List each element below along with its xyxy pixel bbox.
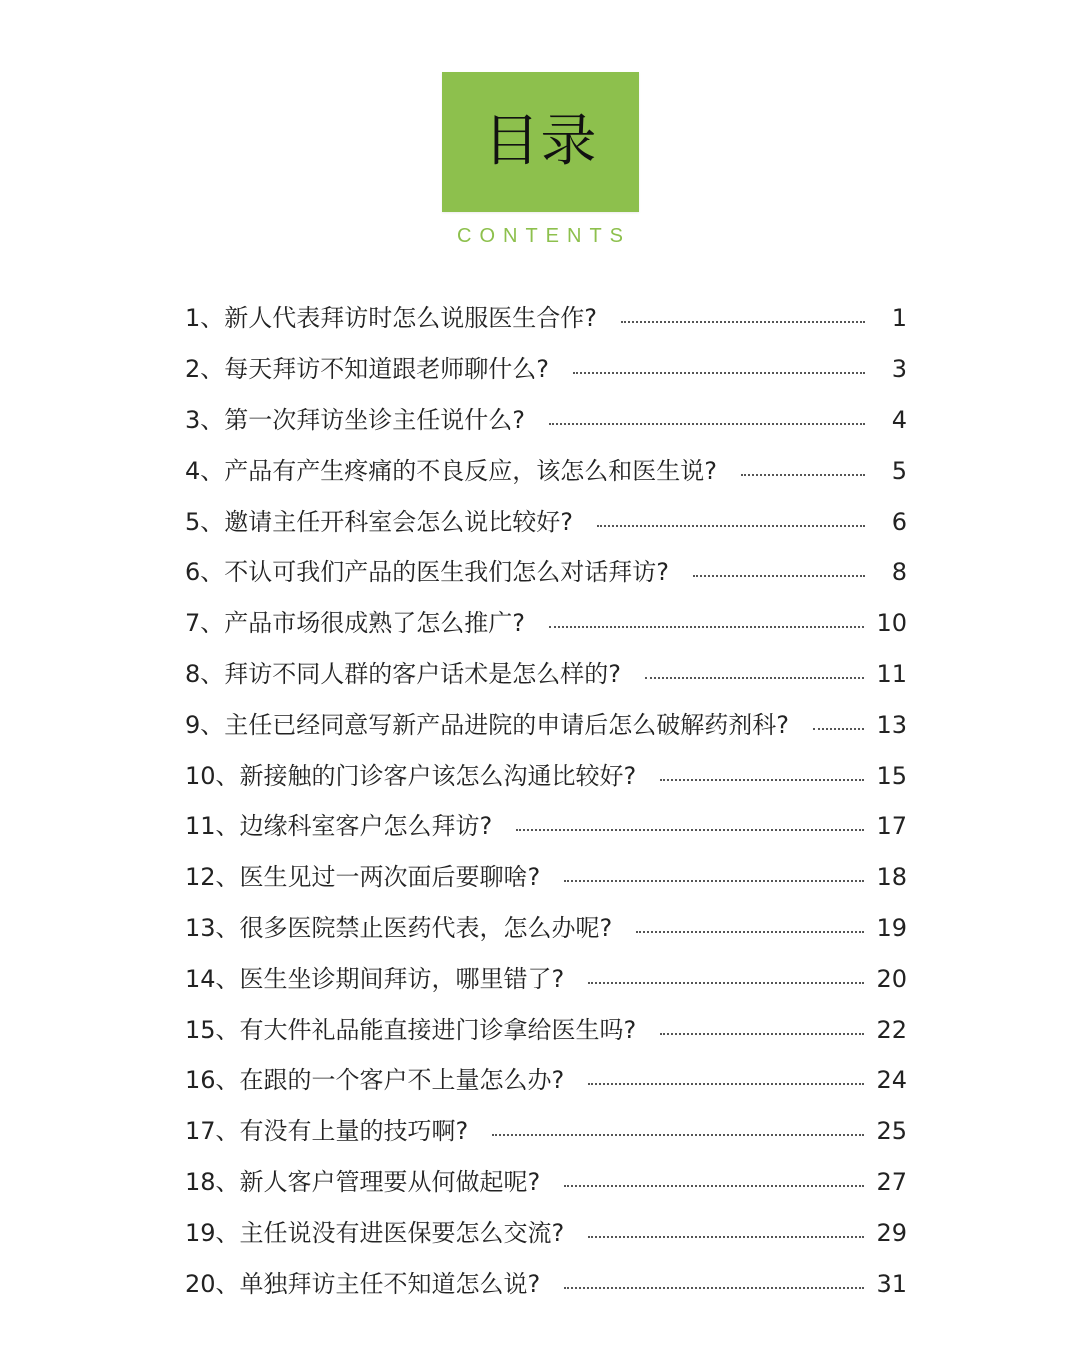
toc-entry[interactable] <box>185 953 907 1004</box>
toc-entry-title: 7、产品市场很成熟了怎么推广? <box>185 609 526 638</box>
toc-dot-leader <box>636 931 864 933</box>
toc-entry-page-number: 31 <box>876 1269 907 1298</box>
toc-entry[interactable] <box>185 1207 907 1258</box>
toc-entry[interactable] <box>185 852 907 903</box>
toc-entry-page-number: 27 <box>876 1167 907 1196</box>
toc-entry[interactable] <box>185 750 907 801</box>
toc-entry[interactable] <box>185 649 907 700</box>
toc-dot-leader <box>573 372 865 374</box>
toc-entry-page-number: 29 <box>876 1218 907 1247</box>
toc-entry-title: 4、产品有产生疼痛的不良反应，该怎么和医生说? <box>185 456 718 485</box>
toc-entry-title: 15、有大件礼品能直接进门诊拿给医生吗? <box>185 1015 637 1044</box>
toc-entry-title: 17、有没有上量的技巧啊? <box>185 1117 469 1146</box>
toc-entry-page-number: 22 <box>876 1015 907 1044</box>
toc-entry-page-number: 10 <box>876 609 907 638</box>
toc-entry[interactable] <box>185 1258 907 1309</box>
toc-entry[interactable] <box>185 1157 907 1208</box>
toc-entry-title: 8、拜访不同人群的客户话术是怎么样的? <box>185 659 622 688</box>
toc-entry-page-number: 24 <box>876 1066 907 1095</box>
toc-dot-leader <box>693 575 865 577</box>
toc-entry-title: 18、新人客户管理要从何做起呢? <box>185 1167 541 1196</box>
toc-entry-title: 6、不认可我们产品的医生我们怎么对话拜访? <box>185 558 670 587</box>
toc-entry[interactable] <box>185 699 907 750</box>
toc-dot-leader <box>564 880 864 882</box>
toc-entry-title: 13、很多医院禁止医药代表，怎么办呢? <box>185 913 613 942</box>
toc-entry[interactable] <box>185 1004 907 1055</box>
toc-entry[interactable] <box>185 598 907 649</box>
toc-dot-leader <box>588 982 864 984</box>
toc-entry[interactable] <box>185 903 907 954</box>
toc-entry[interactable] <box>185 547 907 598</box>
toc-dot-leader <box>564 1185 864 1187</box>
toc-dot-leader <box>549 626 864 628</box>
toc-entry[interactable] <box>185 801 907 852</box>
page-subtitle: CONTENTS <box>457 225 631 247</box>
toc-dot-leader <box>660 779 864 781</box>
toc-dot-leader <box>516 829 864 831</box>
toc-entry[interactable] <box>185 1106 907 1157</box>
toc-entry-title: 20、单独拜访主任不知道怎么说? <box>185 1269 541 1298</box>
toc-entry-page-number: 18 <box>876 863 907 892</box>
toc-entry[interactable] <box>185 293 907 344</box>
toc-entry[interactable] <box>185 1055 907 1106</box>
toc-dot-leader <box>660 1033 864 1035</box>
toc-dot-leader <box>597 525 865 527</box>
toc-dot-leader <box>645 677 864 679</box>
toc-entry-title: 3、第一次拜访坐诊主任说什么? <box>185 405 526 434</box>
toc-entry[interactable] <box>185 496 907 547</box>
toc-entry-page-number: 20 <box>876 964 907 993</box>
toc-dot-leader <box>549 423 865 425</box>
title-box <box>442 72 639 212</box>
toc-entry-page-number: 4 <box>891 405 907 434</box>
toc-dot-leader <box>621 321 865 323</box>
toc-entry-page-number: 19 <box>876 913 907 942</box>
toc-entry-title: 11、边缘科室客户怎么拜访? <box>185 812 493 841</box>
toc-entry-title: 10、新接触的门诊客户该怎么沟通比较好? <box>185 761 637 790</box>
toc-dot-leader <box>492 1134 864 1136</box>
toc-entry-page-number: 17 <box>876 812 907 841</box>
page-title: 目录 <box>483 109 598 174</box>
toc-entry-page-number: 5 <box>891 456 907 485</box>
toc-entry-title: 1、新人代表拜访时怎么说服医生合作? <box>185 304 598 333</box>
toc-entry-page-number: 15 <box>876 761 907 790</box>
toc-dot-leader <box>588 1083 864 1085</box>
toc-entry-title: 12、医生见过一两次面后要聊啥? <box>185 863 541 892</box>
toc-entry-title: 14、医生坐诊期间拜访，哪里错了? <box>185 964 565 993</box>
table-of-contents <box>185 293 907 1309</box>
toc-entry-title: 16、在跟的一个客户不上量怎么办? <box>185 1066 565 1095</box>
toc-entry-title: 2、每天拜访不知道跟老师聊什么? <box>185 355 550 384</box>
toc-entry-page-number: 8 <box>891 558 907 587</box>
toc-entry-title: 9、主任已经同意写新产品进院的申请后怎么破解药剂科? <box>185 710 790 739</box>
toc-entry[interactable] <box>185 344 907 395</box>
toc-entry-page-number: 13 <box>876 710 907 739</box>
toc-entry-page-number: 6 <box>891 507 907 536</box>
toc-entry[interactable] <box>185 395 907 446</box>
toc-entry[interactable] <box>185 445 907 496</box>
toc-entry-page-number: 3 <box>891 355 907 384</box>
toc-entry-title: 5、邀请主任开科室会怎么说比较好? <box>185 507 574 536</box>
toc-dot-leader <box>564 1287 864 1289</box>
toc-entry-page-number: 11 <box>876 659 907 688</box>
toc-dot-leader <box>813 728 864 730</box>
toc-entry-page-number: 25 <box>876 1117 907 1146</box>
toc-dot-leader <box>741 474 865 476</box>
toc-entry-title: 19、主任说没有进医保要怎么交流? <box>185 1218 565 1247</box>
toc-dot-leader <box>588 1236 864 1238</box>
toc-entry-page-number: 1 <box>891 304 907 333</box>
